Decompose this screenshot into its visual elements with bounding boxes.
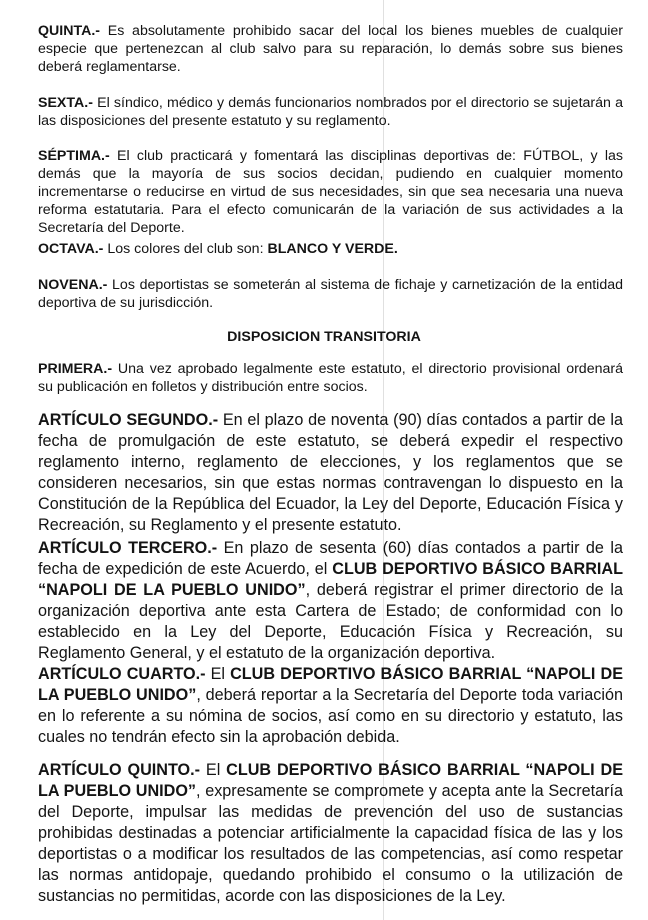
- article-segundo-lead: ARTÍCULO SEGUNDO.-: [38, 411, 219, 429]
- clause-quinta: [38, 22, 623, 76]
- clause-sexta-lead: SEXTA.-: [38, 95, 93, 111]
- article-quinto-text-2: , expresamente se compromete y acepta ante la Secretaría del Deporte, impulsar las medidas de prevención del uso de sustancias prohibidas destinadas a potenciar artificialmente la capacidad física de las y los deportistas o a modificar los resultados de las competencias, así como respetar las normas antidopaje, quedando prohibido el consumo o la utilización de sustancias no permitidas, acorde con las disposiciones de la Ley.: [38, 782, 623, 905]
- clause-sexta-text: El síndico, médico y demás funcionarios nombrados por el directorio se sujetarán a las disposiciones del presente estatuto y su reglamento.: [38, 95, 623, 129]
- article-cuarto: [38, 664, 623, 748]
- clause-primera: [38, 360, 623, 396]
- clause-novena: [38, 276, 623, 312]
- article-segundo: [38, 410, 623, 536]
- article-segundo-text: En el plazo de noventa (90) días contados a partir de la fecha de promulgación de este estatuto, se deberá expedir el respectivo reglamento interno, reglamento de elecciones, y los reglamentos que se consideren necesarios, sin que estas normas contravengan lo dispuesto en la Constitución de la República del Ecuador, la Ley del Deporte, Educación Física y Recreación, su Reglamento y el presente estatuto.: [38, 411, 624, 534]
- article-tercero-lead: ARTÍCULO TERCERO.-: [38, 539, 218, 557]
- clause-septima-text: El club practicará y fomentará las disciplinas deportivas de: FÚTBOL, y las demás que la mayoría de sus socios decidan, pudiendo en cualquier momento incrementarse o reducirse en virtud de sus necesidades, sin que sea necesaria una nueva reforma estatutaria. Para el efecto comunicarán de la variación de sus actividades a la Secretaría del Deporte.: [38, 148, 623, 236]
- clause-octava: [38, 240, 623, 258]
- clause-quinta-lead: QUINTA.-: [38, 23, 100, 39]
- article-cuarto-text-2: , deberá reportar a la Secretaría del Deporte toda variación en lo referente a su nómina de socios, así como en su directorio y estatuto, las cuales no tendrán efecto sin la aprobación debida.: [38, 686, 623, 746]
- article-cuarto-club-name: CLUB DEPORTIVO BÁSICO BARRIAL “NAPOLI DE LA PUEBLO UNIDO”: [38, 665, 623, 704]
- article-quinto: [38, 760, 623, 907]
- article-tercero-text-2: , deberá registrar el primer directorio de la organización deportiva ante esta Cartera de Estado; de conformidad con lo establecido en la Ley del Deporte, Educación Física y Recreación, su Reglamento General, y el estatuto de la organización deportiva.: [38, 581, 623, 662]
- article-tercero-club-name: CLUB DEPORTIVO BÁSICO BARRIAL “NAPOLI DE LA PUEBLO UNIDO”: [38, 560, 623, 599]
- clause-octava-lead: OCTAVA.-: [38, 241, 104, 257]
- article-quinto-text-1: El: [200, 761, 227, 779]
- article-cuarto-lead: ARTÍCULO CUARTO.-: [38, 665, 206, 683]
- article-quinto-club-name: CLUB DEPORTIVO BÁSICO BARRIAL “NAPOLI DE LA PUEBLO UNIDO”: [38, 761, 623, 800]
- clause-septima-lead: SÉPTIMA.-: [38, 148, 110, 164]
- clause-octava-text: Los colores del club son:: [103, 241, 268, 257]
- article-cuarto-text-1: El: [205, 665, 231, 683]
- transitory-provision-heading: DISPOSICION TRANSITORIA: [227, 329, 421, 345]
- clause-septima: [38, 147, 623, 237]
- clause-sexta: [38, 94, 623, 130]
- clause-primera-lead: PRIMERA.-: [38, 361, 113, 377]
- clause-primera-text: Una vez aprobado legalmente este estatuto, el directorio provisional ordenará su publicación en folletos y distribución entre socios.: [38, 361, 623, 395]
- club-colors: BLANCO Y VERDE.: [267, 241, 398, 257]
- clause-quinta-text: Es absolutamente prohibido sacar del local los bienes muebles de cualquier especie que pertenezcan al club salvo para su reparación, lo demás sobre sus bienes deberá reglamentarse.: [38, 23, 623, 75]
- article-tercero-text-1: En plazo de sesenta (60) días contados a partir de la fecha de expedición de este Acuerdo, el: [38, 539, 623, 578]
- article-tercero: [38, 538, 623, 664]
- clause-novena-text: Los deportistas se someterán al sistema de fichaje y carnetización de la entidad deportiva de su jurisdicción.: [38, 277, 623, 311]
- article-quinto-lead: ARTÍCULO QUINTO.-: [38, 761, 201, 779]
- clause-novena-lead: NOVENA.-: [38, 277, 108, 293]
